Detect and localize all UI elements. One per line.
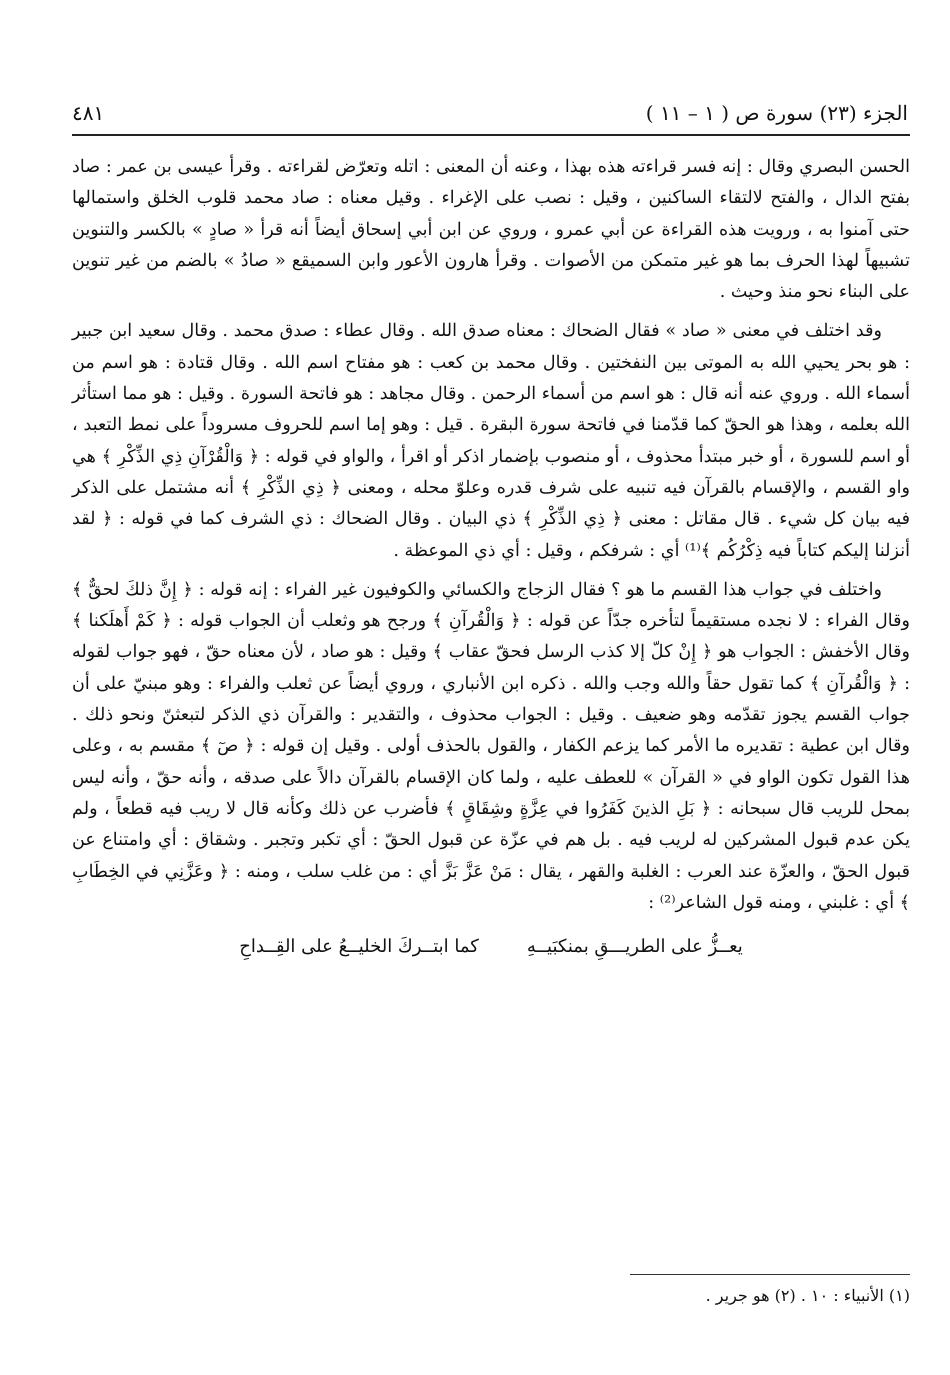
body-text (72, 152, 910, 967)
paragraph: الحسن البصري وقال : إنه فسر قراءته هذه بهذا ، وعنه أن المعنى : اتله وتعرّض لقراءته . وقرأ عيسى بن عمر : صاد بفتح الدال ، والفتح لالتقاء الساكنين ، وقيل : نصب على الإغراء . وقيل معناه : صاد محمد قلوب الخلق واستمالها حتى آمنوا به ، ورويت هذه القراءة عن أبي عمرو ، وروي عن ابن أبي إسحاق أيضاً أنه قرأ « صادٍ » بالكسر والتنوين تشبيهاً لهذا الحرف بما هو غير متمكن من الأصوات . وقرأ هارون الأعور وابن السميقع « صادُ » بالضم من غير تنوين على البناء نحو منذ وحيث . (72, 157, 910, 303)
page-number: ٤٨١ (72, 101, 105, 125)
running-header-title: الجزء (٢٣) سورة ص ( ١ – ١١ ) (645, 101, 908, 125)
paragraph: وقد اختلف في معنى « صاد » فقال الضحاك : معناه صدق الله . وقال عطاء : صدق محمد . وقال سعيد ابن جبير : هو بحر يحيي الله به الموتى بين النفختين . وقال محمد بن كعب : هو مفتاح اسم الله . وقال قتادة : هو اسم من أسماء الله . وروي عنه أنه قال : هو اسم من أسماء الرحمن . وقال مجاهد : هو فاتحة السورة . وقيل : هو مما استأثر الله بعلمه ، وهذا هو الحقّ كما قدّمنا في فاتحة سورة البقرة . قيل : وهو إما اسم للحروف مسروداً على نمط التعبد ، أو اسم للسورة ، أو خبر مبتدأ محذوف ، أو منصوب بإضمار اذكر أو اقرأ ، والواو في قوله : ﴿ وَالْقُرْآنِ ذِي الذِّكْرِ ﴾ هي واو القسم ، والإقسام بالقرآن فيه تنبيه على شرف قدره وعلوّ محله ، ومعنى ﴿ ذِي الذِّكْرِ ﴾ أنه مشتمل على الذكر فيه بيان كل شيء . قال مقاتل : معنى ﴿ ذِي الذِّكْرِ ﴾ ذي البيان . وقال الضحاك : ذي الشرف كما في قوله : ﴿ لقد أنزلنا إليكم كتاباً فيه ذِكْرُكُم ﴾⁽¹⁾ أي : شرفكم ، وقيل : أي ذي الموعظة . (72, 321, 910, 561)
verse-second-hemistich: كما ابتــركَ الخليــعُ على القِــداحِ (239, 936, 479, 958)
footnotes: (١) الأنبياء : ١٠ . (٢) هو جرير . (705, 1286, 910, 1305)
paragraph: واختلف في جواب هذا القسم ما هو ؟ فقال الزجاج والكسائي والكوفيون غير الفراء : إنه قوله : ﴿ إِنَّ ذلكَ لحقٌّ ﴾ وقال الفراء : لا نجده مستقيماً لتأخره جدّاً عن قوله : ﴿ وَالْقُرآنِ ﴾ ورجح هو وثعلب أن الجواب قوله : ﴿ كَمْ أَهلَكنا ﴾ وقال الأخفش : الجواب هو ﴿ إِنْ كلّ إلا كذب الرسل فحقّ عقاب ﴾ وقيل : هو صاد ، لأن معناه حقّ ، فهو جواب لقوله : ﴿ وَالْقُرآنِ ﴾ كما تقول حقاً والله وجب والله . ذكره ابن الأنباري ، وروي أيضاً عن ثعلب والفراء : وهو مبنيّ على أن جواب القسم يجوز تقدّمه وهو ضعيف . وقيل : الجواب محذوف ، والتقدير : والقرآن ذي الذكر لتبعثنّ ونحو ذلك . وقال ابن عطية : تقديره ما الأمر كما يزعم الكفار ، والقول بالحذف أولى . وقيل إن قوله : ﴿ صٓ ﴾ مقسم به ، وعلى هذا القول تكون الواو في « القرآن » للعطف عليه ، ولما كان الإقسام بالقرآن دالاً على صدقه ، وأنه حقّ ، وأنه ليس بمحل للريب قال سبحانه : ﴿ بَلِ الذينَ كَفَرُوا في عِزَّةٍ وشِقَاقٍ ﴾ فأضرب عن ذلك وكأنه قال لا ريب فيه قطعاً ، ولم يكن عدم قبول المشركين له لريب فيه . بل هم في عزّة عن قبول الحقّ : أي تكبر وتجبر . وشقاق : أي وامتناع عن قبول الحقّ ، والعزّة عند العرب : الغلبة والقهر ، يقال : مَنْ عَزَّ بَزَّ أي : من غلب سلب ، ومنه : ﴿ وعَزَّنِي في الخِطَابِ ﴾ أي : غلبني ، ومنه قول الشاعر⁽²⁾ : (72, 579, 910, 913)
footnote-divider (630, 1274, 910, 1275)
page-header (72, 96, 910, 130)
header-divider (72, 134, 910, 136)
poetry-verse (72, 927, 910, 967)
verse-first-hemistich: يعــزُّ على الطريـــقِ بمنكبَيــهِ (526, 936, 743, 958)
book-page (72, 88, 910, 1348)
